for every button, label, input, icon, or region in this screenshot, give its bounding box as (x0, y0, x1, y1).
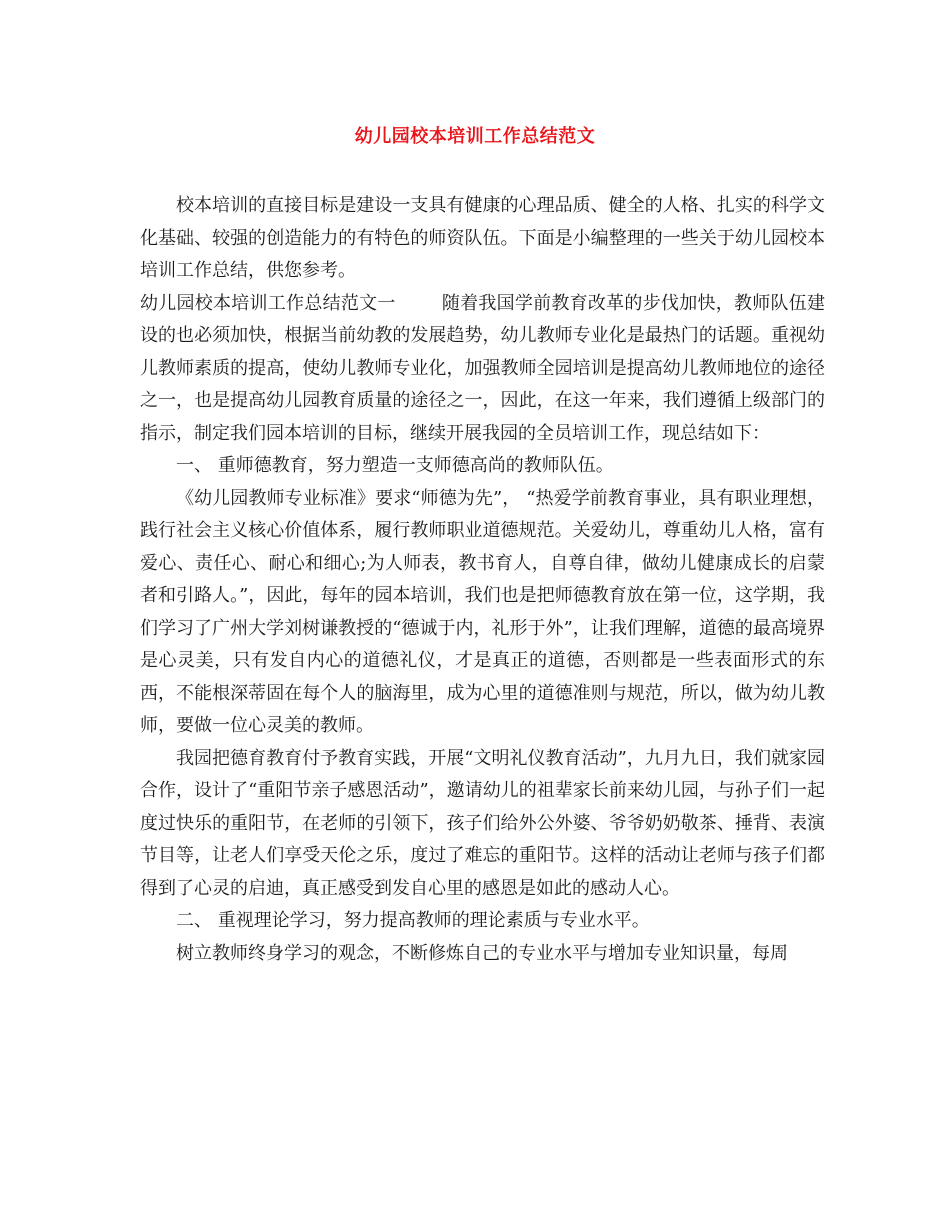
document-body (140, 190, 825, 970)
section1-text: 随着我国学前教育改革的步伐加快，教师队伍建设的也必须加快，根据当前幼教的发展趋势，幼儿教师专业化是最热门的话题。重视幼儿教师素质的提高，使幼儿教师专业化，加强教师全园培训是提高幼儿教师地位的途径之一，也是提高幼儿园教育质量的途径之一，因此，在这一年来，我们遵循上级部门的指示，制定我们园本培训的目标，继续开展我园的全员培训工作，现总结如下： (140, 292, 826, 444)
paragraph-3: 树立教师终身学习的观念，不断修炼自己的专业水平与增加专业知识量，每周 (176, 942, 788, 964)
heading-1: 一、 重师德教育，努力塑造一支师德高尚的教师队伍。 (176, 455, 614, 476)
paragraph-1: 《幼儿园教师专业标准》要求“师德为先”， “热爱学前教育事业，具有职业理想，践行社会主义核心价值体系，履行教师职业道德规范。关爱幼儿，尊重幼儿人格，富有爱心、责任心、耐心和细心;为人师表，教书育人，自尊自律，做幼儿健康成长的启蒙者和引路人。”，因此，每年的园本培训，我们也是把师德教育放在第一位，这学期，我们学习了广州大学刘树谦教授的“德诚于内，礼形于外”，让我们理解，道德的最高境界是心灵美，只有发自内心的道德礼仪，才是真正的道德，否则都是一些表面形式的东西，不能根深蒂固在每个人的脑海里，成为心里的道德准则与规范，所以，做为幼儿教师，要做一位心灵美的教师。 (140, 487, 825, 736)
paragraph-2: 我园把德育教育付予教育实践，开展“文明礼仪教育活动”，九月九日，我们就家园合作，设计了“重阳节亲子感恩活动”，邀请幼儿的祖辈家长前来幼儿园，与孙子们一起度过快乐的重阳节，在老师的引领下，孩子们给外公外婆、爷爷奶奶敬茶、捶背、表演节目等，让老人们享受天伦之乐，度过了难忘的重阳节。这样的活动让老师与孩子们都得到了心灵的启迪，真正感受到发自心里的感恩是如此的感动人心。 (140, 747, 825, 899)
section1-label: 幼儿园校本培训工作总结范文一 (140, 292, 396, 314)
heading-2: 二、 重视理论学习，努力提高教师的理论素质与专业水平。 (176, 910, 650, 931)
section1-paragraph (140, 288, 825, 451)
intro-paragraph: 校本培训的直接目标是建设一支具有健康的心理品质、健全的人格、扎实的科学文化基础、较强的创造能力的有特色的师资队伍。下面是小编整理的一些关于幼儿园校本培训工作总结，供您参考。 (140, 195, 825, 281)
document-title: 幼儿园校本培训工作总结范文 (354, 126, 596, 147)
